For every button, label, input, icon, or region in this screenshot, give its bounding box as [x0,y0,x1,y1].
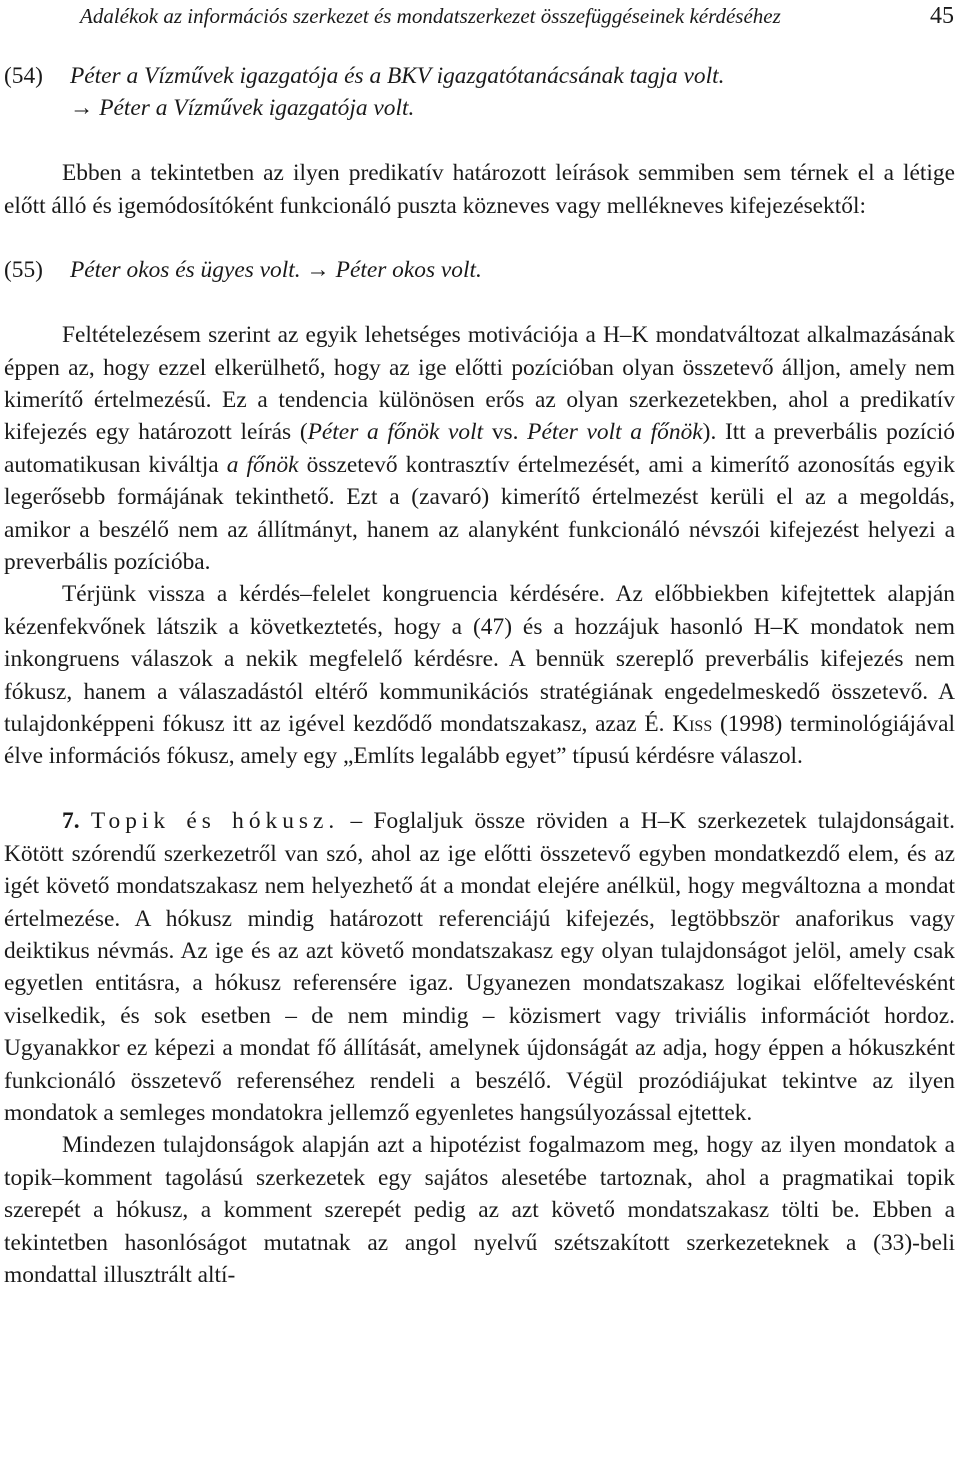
italic-example: a főnök [226,451,299,478]
section-7-paragraph [4,805,955,1129]
italic-example: Péter a főnök volt [307,419,484,446]
paragraph-1: Ebben a tekintetben az ilyen predikatív határozott leírások semmiben sem térnek el a létige előtt álló és igemódosítóként funkcionáló puszta közneves vagy mellékneves kifejezésektől: [4,160,955,219]
spacer [4,125,955,157]
italic-example: Péter volt a főnök [527,419,703,446]
text-run: (1998) terminológiájával élve információs fókusz, amely egy „Említs legalább egyet” típusú kérdésre válaszol. [4,711,955,770]
example-55 [4,254,955,286]
text-run: összetevő kontrasztív értelmezését, ami a kimerítő azonosítás egyik legerősebb formájának tekinthető. Ezt a (zavaró) kimerítő értelmezést kerüli el az a megoldás, amikor a beszélő nem az állítmányt, hanem az alanyként funkcionáló névszói kifejezést helyezi a preverbális pozícióba. [4,451,955,576]
spacer [4,773,955,805]
text-run: vs. [483,419,528,446]
example-line-1: Péter a Vízművek igazgatója és a BKV igazgatótanácsának tagja volt. [70,63,725,89]
spacer [4,222,955,254]
example-text: Péter okos és ügyes volt. → Péter okos volt. [70,257,482,284]
text-run: Térjünk vissza a kérdés–felelet kongruencia kérdésére. Az előbbiekben kifejtettek alapján kézenfekvőnek látszik a következtetés, hogy a (47) és a hozzájuk hasonló H–K mondatok nem inkongruens válaszok a nekik megfelelő kérdésre. A bennük szereplő preverbális kifejezés nem fókusz, hanem a válaszadástól eltérő kommunikációs stratégiának engedelmeskedő összetevő. A tulajdonképpeni fókusz itt az igével kezdődő mondatszakasz, azaz É. [4,581,955,738]
section-number: 7. [62,808,80,835]
text-run: ). Itt a preverbális pozíció automatikusan kiváltja [4,419,956,478]
example-line-2: → Péter a Vízművek igazgatója volt. [70,95,415,122]
example-text [70,60,724,125]
paragraph-2 [4,319,955,578]
author-name: Kiss [672,711,713,738]
example-number: (55) [4,257,43,284]
example-number: (54) [4,63,43,89]
text-run: – Foglaljuk össze röviden a H–K szerkezetek tulajdonságait. Kötött szórendű szerkezetről van szó, ahol az ige előtti összetevő egyben mondatkezdő elem, és az igét követő mondatszakasz nem helyezhető át a mondat elejére anélkül, hogy megváltozna a mondat értelmezése. A hókusz mindig határozott referenciájú kifejezés, legtöbbször anaforikus vagy deiktikus névmás. Az ige és az azt követő mondatszakasz egy olyan tulajdonságot jelöl, amely csak egyetlen entitásra, a hókusz referensére igaz. Ugyanezen mondatszakasz logikai előfeltevésként viselkedik, és sok esetben – de nem mindig – közismert vagy triviális információt hordoz. Ugyanakkor ez képezi a mondat fő állítását, amelynek újdonságát az adja, hogy éppen a hókuszként funkcionáló összetevő referenséhez rendeli a beszélő. Végül prozódiájukat tekintve az ilyen mondatok a semleges mondatokra jellemző egyenletes hangsúlyozással ejtettek. [4,808,955,1126]
running-header [80,0,960,36]
paragraph-3 [4,578,955,772]
page-number: 45 [930,3,954,29]
section-title: Topik és hókusz. [90,808,340,835]
body-text [4,60,955,1291]
running-title: Adalékok az információs szerkezet és mondatszerkezet összefüggéseinek kérdéséhez [80,4,781,28]
paragraph-5: Mindezen tulajdonságok alapján azt a hipotézist fogalmazom meg, hogy az ilyen mondatok a topik–komment tagolású szerkezetek egy sajátos alesetébe tartoznak, ahol a pragmatikai topik szerepét a hókusz, a komment szerepét pedig az azt követő mondatszakasz tölti be. Ebben a tekintetben hasonlóságot mutatnak az angol nyelvű szétszakított szerkezeteknek a (33)-beli mondattal illusztrált altí- [4,1132,955,1288]
spacer [4,287,955,319]
example-54 [4,60,955,125]
text-run: Feltételezésem szerint az egyik lehetséges motivációja a H–K mondatváltozat alkalmazásának éppen az, hogy ezzel elkerülhető, hogy az ige előtti pozícióban olyan összetevő álljon, amely nem kimerítő értelmezésű. Ez a tendencia különösen erős az olyan szerkezetekben, ahol a predikatív kifejezés egy határozott leírás ( [4,322,955,446]
